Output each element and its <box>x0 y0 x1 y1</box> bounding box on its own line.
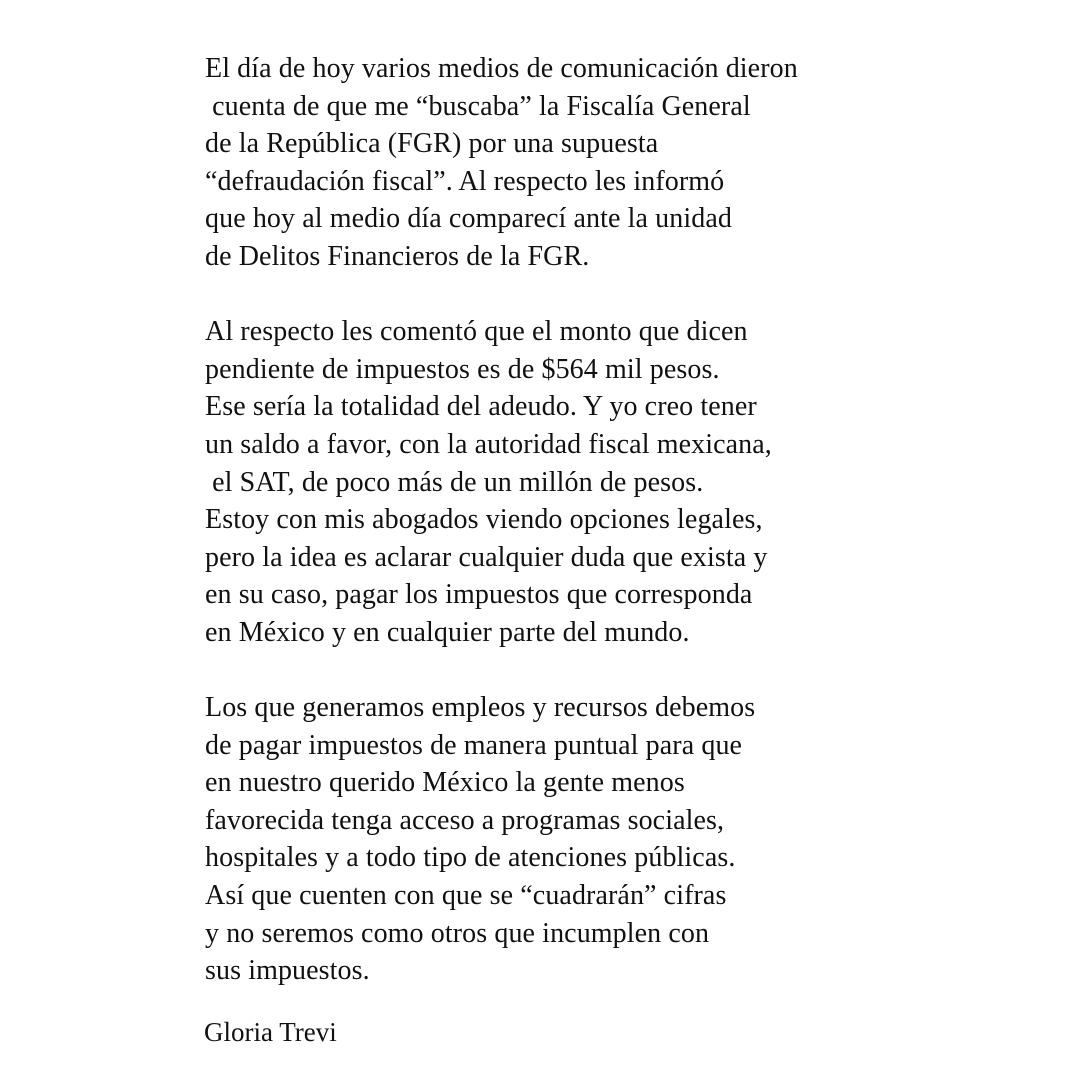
text-line: Estoy con mis abogados viendo opciones legales, <box>205 504 763 536</box>
text-line: y no seremos como otros que incumplen con <box>205 917 710 949</box>
text-line: en México y en cualquier parte del mundo. <box>205 616 690 648</box>
statement-body <box>205 50 1045 990</box>
text-line: pendiente de impuestos es de $564 mil pesos. <box>205 353 720 385</box>
paragraph-2 <box>205 313 1045 651</box>
text-line: de la República (FGR) por una supuesta <box>205 128 659 160</box>
text-line: en su caso, pagar los impuestos que corresponda <box>205 579 753 611</box>
paragraph-spacer <box>205 652 1045 690</box>
text-line: hospitales y a todo tipo de atenciones públicas. <box>205 842 736 874</box>
paragraph-3 <box>205 689 1045 990</box>
text-line: Los que generamos empleos y recursos debemos <box>205 692 756 724</box>
text-line: sus impuestos. <box>205 955 370 987</box>
signature: Gloria Trevi <box>204 1017 337 1047</box>
text-line: en nuestro querido México la gente menos <box>205 767 685 799</box>
text-line: El día de hoy varios medios de comunicación dieron <box>205 53 798 84</box>
text-line: favorecida tenga acceso a programas sociales, <box>205 804 725 836</box>
text-line: un saldo a favor, con la autoridad fiscal mexicana, <box>205 428 772 460</box>
paragraph-1 <box>205 50 1045 276</box>
text-line: pero la idea es aclarar cualquier duda que exista y <box>205 541 768 573</box>
text-line: Ese sería la totalidad del adeudo. Y yo creo tener <box>205 391 757 423</box>
text-line: Al respecto les comentó que el monto que dicen <box>205 316 748 348</box>
text-line: de pagar impuestos de manera puntual para que <box>205 729 743 761</box>
paragraph-spacer <box>205 276 1045 314</box>
text-line: de Delitos Financieros de la FGR. <box>205 240 590 272</box>
text-line: cuenta de que me “buscaba” la Fiscalía General <box>205 90 751 122</box>
text-line: el SAT, de poco más de un millón de pesos. <box>205 466 704 498</box>
text-line: “defraudación fiscal”. Al respecto les informó <box>205 165 725 197</box>
text-line: Así que cuenten con que se “cuadrarán” cifras <box>205 880 727 912</box>
text-line: que hoy al medio día comparecí ante la unidad <box>205 203 732 235</box>
